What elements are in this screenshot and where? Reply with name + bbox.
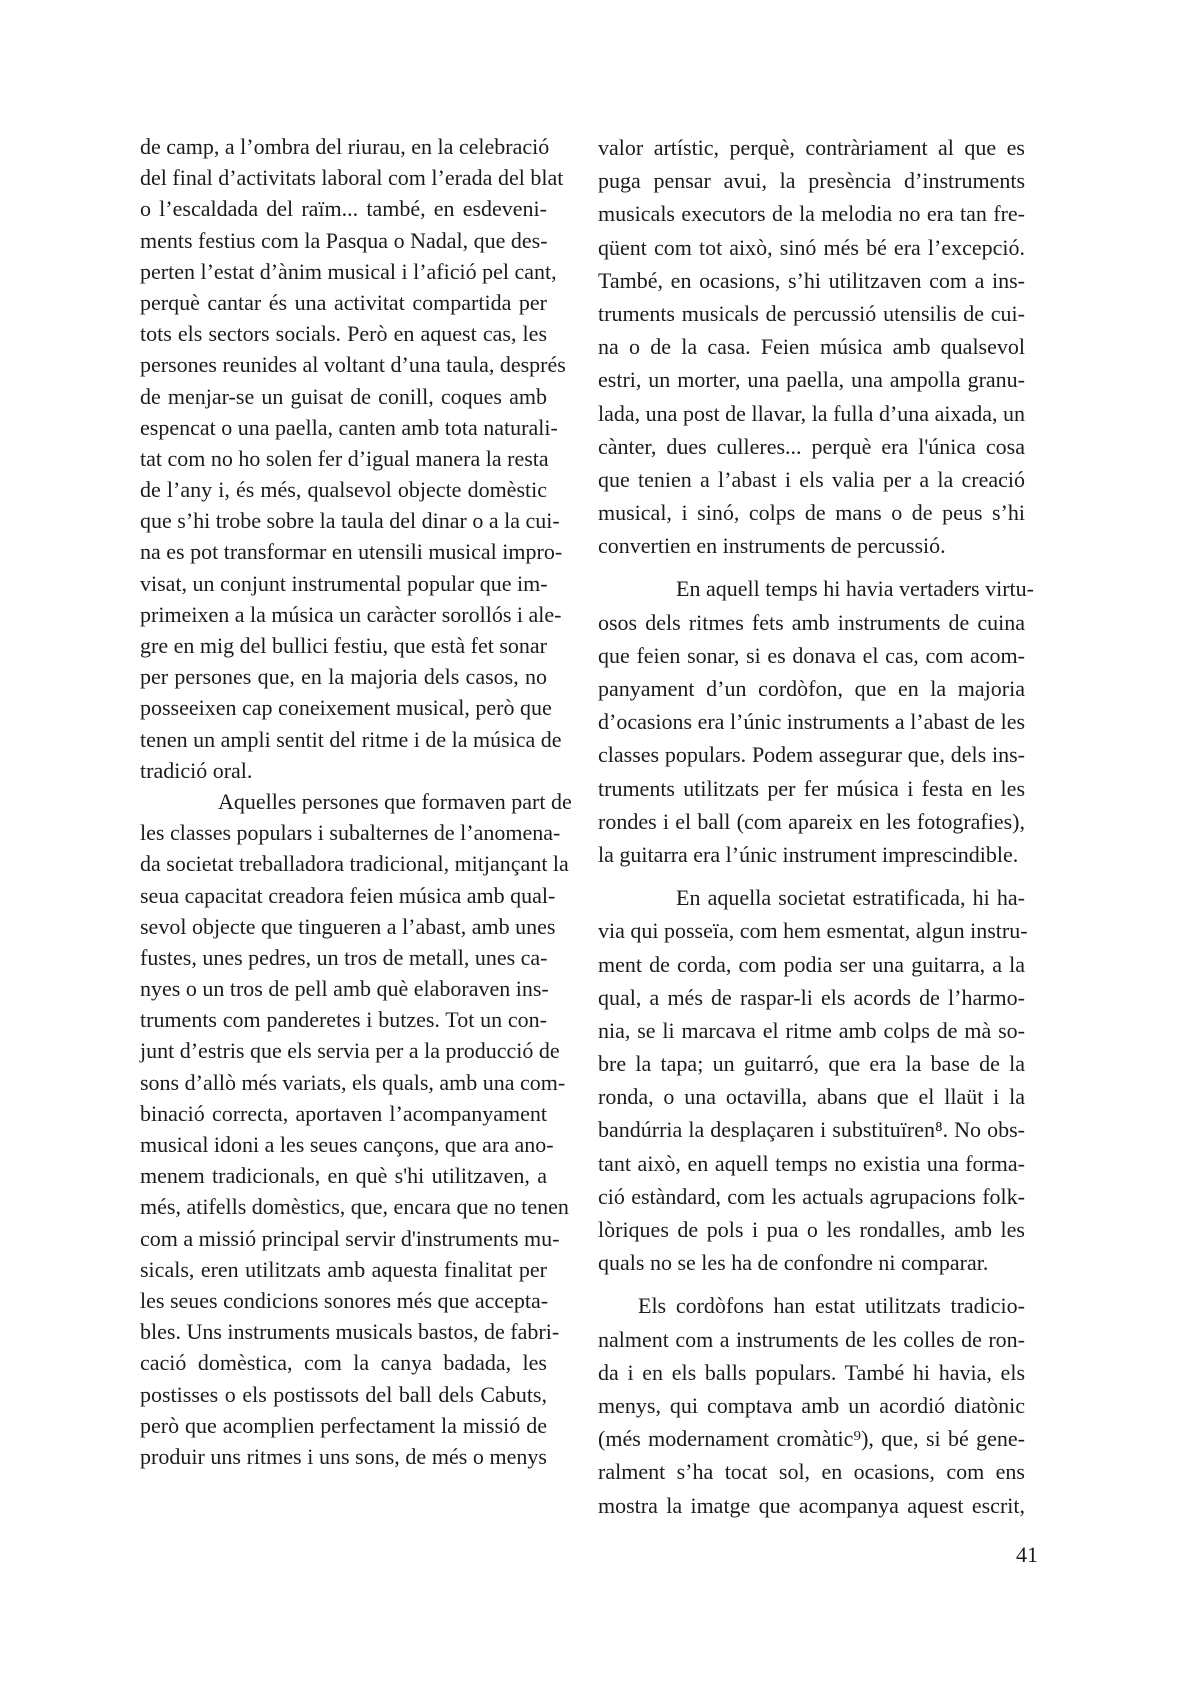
text-line: Els cordòfons han estat utilitzats tradicio- xyxy=(638,1293,1025,1319)
text-line: truments musicals de percussió utensilis de cui- xyxy=(598,300,1025,326)
text-line: posseeixen cap coneixement musical, però que xyxy=(140,695,552,721)
text-line: sevol objecte que tingueren a l’abast, amb unes xyxy=(140,913,556,939)
text-line: del final d’activitats laboral com l’erada del blat xyxy=(140,165,564,191)
text-line: ronda, o una octavilla, abans que el llaüt i la xyxy=(598,1084,1025,1110)
text-line: da societat treballadora tradicional, mitjançant la xyxy=(140,851,569,877)
text-line: d’ocasions era l’únic instruments a l’abast de les xyxy=(598,709,1026,735)
text-line: de menjar-se un guisat de conill, coques amb xyxy=(140,383,547,409)
text-line: truments utilitzats per fer música i festa en les xyxy=(598,775,1025,801)
text-line: gre en mig del bullici festiu, que està fet sonar xyxy=(140,633,547,658)
text-line: nia, se li marcava el ritme amb colps de mà so- xyxy=(598,1017,1025,1043)
text-line: seua capacitat creadora feien música amb qual- xyxy=(140,882,556,908)
text-line: musical, i sinó, colps de mans o de peus s’hi xyxy=(598,500,1025,526)
text-line: de l’any i, és més, qualsevol objecte domèstic xyxy=(140,477,547,503)
paragraph xyxy=(140,131,566,786)
text-column-right xyxy=(598,131,1034,1522)
paragraph xyxy=(598,572,1034,871)
text-line: postisses o els postissots del ball dels Cabuts, xyxy=(140,1381,547,1407)
text-line: na es pot transformar en utensili musical impro- xyxy=(140,539,563,565)
text-line: da i en els balls populars. També hi havia, els xyxy=(598,1359,1025,1385)
text-line: de camp, a l’ombra del riurau, en la celebració xyxy=(140,134,550,159)
text-line: truments com panderetes i butzes. Tot un con- xyxy=(140,1007,547,1033)
text-line: musicals executors de la melodia no era tan fre- xyxy=(598,201,1025,227)
text-line: lòriques de pols i pua o les rondalles, amb les xyxy=(598,1217,1025,1242)
text-line: En aquell temps hi havia vertaders virtu- xyxy=(676,576,1034,602)
text-line: ció estàndard, com les actuals agrupacions folk- xyxy=(598,1183,1025,1209)
text-line: via qui posseïa, com hem esmentat, algun instru- xyxy=(598,918,1028,944)
text-line: binació correcta, aportaven l’acompanyament xyxy=(140,1100,547,1126)
text-line: que s’hi trobe sobre la taula del dinar o a la cui- xyxy=(140,508,560,534)
text-line: qual, a més de raspar-li els acords de l’harmo- xyxy=(598,984,1025,1010)
text-line: que tenien a l’abast i els valia per a la creació xyxy=(598,466,1025,492)
text-line: musical idoni a les seues cançons, que ara ano- xyxy=(140,1132,554,1157)
text-line: perten l’estat d’ànim musical i l’afició pel cant, xyxy=(140,258,557,284)
text-line: espencat o una paella, canten amb tota naturali- xyxy=(140,414,558,440)
text-line: nyes o un tros de pell amb què elaboraven ins- xyxy=(140,976,549,1002)
text-line: puga pensar avui, la presència d’instruments xyxy=(598,168,1025,194)
text-line: menem tradicionals, en què s'hi utilitzaven, a xyxy=(140,1163,547,1189)
text-line: perquè cantar és una activitat compartida per xyxy=(140,289,547,315)
text-line: o l’escaldada del raïm... també, en esdeveni- xyxy=(140,196,547,222)
text-line: ments festius com la Pasqua o Nadal, que des- xyxy=(140,227,548,253)
text-line: fustes, unes pedres, un tros de metall, unes ca- xyxy=(140,944,548,970)
text-line: bandúrria la desplaçaren i substituïren⁸. No obs- xyxy=(598,1117,1025,1143)
text-line: rondes i el ball (com apareix en les fotografies), xyxy=(598,808,1025,834)
text-line: cànter, dues culleres... perquè era l'única cosa xyxy=(598,433,1025,459)
text-line: bre la tapa; un guitarró, que era la base de la xyxy=(598,1051,1025,1077)
paragraph xyxy=(598,131,1025,562)
text-line: convertien en instruments de percussió. xyxy=(598,533,946,559)
text-line: valor artístic, perquè, contràriament al que es xyxy=(598,135,1025,160)
text-line: quals no se les ha de confondre ni comparar. xyxy=(598,1250,989,1276)
text-line: tradició oral. xyxy=(140,757,253,783)
text-line: En aquella societat estratificada, hi ha- xyxy=(676,885,1025,911)
text-line: però que acomplien perfectament la missió de xyxy=(140,1412,547,1438)
text-line: tots els sectors socials. Però en aquest cas, les xyxy=(140,321,547,347)
text-line: mostra la imatge que acompanya aquest escrit, xyxy=(598,1492,1025,1518)
text-line: estri, un morter, una paella, una ampolla granu- xyxy=(598,367,1025,393)
text-line: na o de la casa. Feien música amb qualsevol xyxy=(598,334,1025,360)
text-line: osos dels ritmes fets amb instruments de cuina xyxy=(598,609,1025,635)
text-line: panyament d’un cordòfon, que en la majoria xyxy=(598,676,1025,701)
text-line: tenen un ampli sentit del ritme i de la música de xyxy=(140,726,562,752)
text-line: (més modernament cromàtic⁹), que, si bé gene- xyxy=(598,1426,1025,1452)
paragraph xyxy=(598,1289,1025,1521)
text-line: visat, un conjunt instrumental popular que im- xyxy=(140,570,548,596)
text-line: nalment com a instruments de les colles de ron- xyxy=(598,1326,1025,1352)
text-line: produir uns ritmes i uns sons, de més o menys xyxy=(140,1443,547,1469)
text-line: junt d’estris que els servia per a la producció de xyxy=(140,1038,560,1064)
text-line: bles. Uns instruments musicals bastos, de fabri- xyxy=(140,1319,560,1345)
text-line: primeixen a la música un caràcter sorollós i ale- xyxy=(140,601,562,627)
text-line: ralment s’ha tocat sol, en ocasions, com ens xyxy=(598,1459,1025,1485)
paragraph xyxy=(140,786,572,1472)
text-line: tat com no ho solen fer d’igual manera la resta xyxy=(140,445,549,471)
text-line: ment de corda, com podia ser una guitarra, a la xyxy=(598,951,1025,977)
text-column-left xyxy=(140,131,572,1472)
text-line: que feien sonar, si es donava el cas, com acom- xyxy=(598,642,1025,668)
text-line: sons d’allò més variats, els quals, amb una com- xyxy=(140,1069,566,1095)
text-line: classes populars. Podem assegurar que, dels ins- xyxy=(598,742,1025,768)
text-line: Aquelles persones que formaven part de xyxy=(218,788,572,814)
text-line: per persones que, en la majoria dels casos, no xyxy=(140,664,547,690)
text-line: la guitarra era l’únic instrument imprescindible. xyxy=(598,841,1019,867)
text-line: sicals, eren utilitzats amb aquesta finalitat per xyxy=(140,1256,547,1282)
text-line: També, en ocasions, s’hi utilitzaven com a ins- xyxy=(598,267,1025,293)
text-line: persones reunides al voltant d’una taula, després xyxy=(140,352,566,378)
text-line: tant això, en aquell temps no existia una forma- xyxy=(598,1150,1025,1176)
paragraph xyxy=(598,881,1028,1279)
text-line: les seues condicions sonores més que accepta- xyxy=(140,1287,549,1313)
text-line: menys, qui comptava amb un acordió diatònic xyxy=(598,1392,1025,1418)
text-line: cació domèstica, com la canya badada, les xyxy=(140,1350,547,1376)
text-line: les classes populars i subalternes de l’anomena- xyxy=(140,820,561,846)
page-number: 41 xyxy=(1016,1542,1038,1567)
text-line: qüent com tot això, sinó més bé era l’excepció. xyxy=(598,234,1025,260)
text-line: com a missió principal servir d'instruments mu- xyxy=(140,1225,560,1251)
text-line: més, atifells domèstics, que, encara que no tenen xyxy=(140,1194,569,1220)
text-line: lada, una post de llavar, la fulla d’una aixada, un xyxy=(598,400,1025,426)
